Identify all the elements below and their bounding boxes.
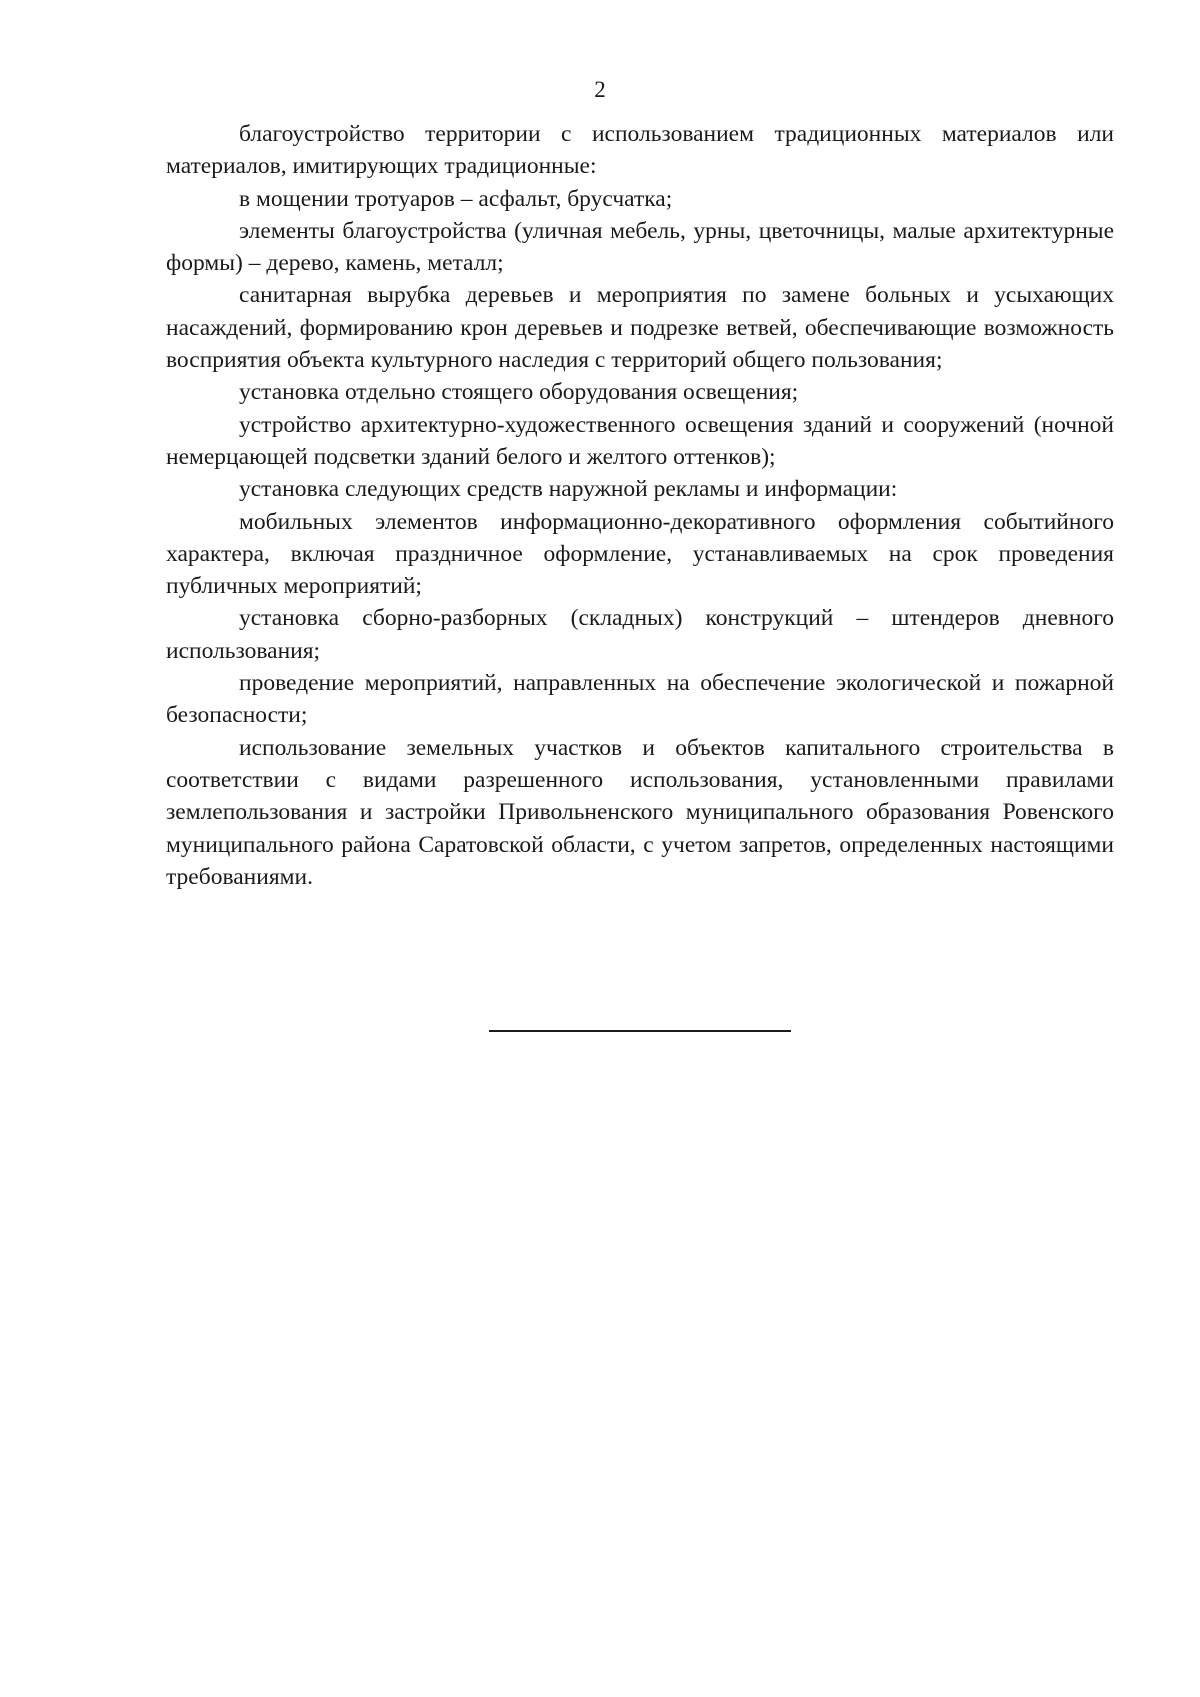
- paragraph-landscaping: благоустройство территории с использованием традиционных материалов или материалов, имитирующих традиционные:: [166, 121, 1114, 180]
- paragraph-lighting-equipment: установка отдельно стоящего оборудования освещения;: [239, 379, 799, 406]
- paragraph-land-use: использование земельных участков и объектов капитального строительства в соответствии с видами разрешенного использования, установленными правилами землепользования и застройки Привольненского муниципального образования Ровенского муниципального района Саратовской области, с учетом запретов, определенных настоящими требованиями.: [166, 734, 1114, 890]
- paragraph-tree-felling: санитарная вырубка деревьев и мероприятия по замене больных и усыхающих насаждений, формированию крон деревьев и подрезке ветвей, обеспечивающие возможность восприятия объекта культурного наследия с территорий общего пользования;: [166, 282, 1114, 374]
- paragraph-paving: в мощении тротуаров – асфальт, брусчатка;: [239, 185, 673, 212]
- end-of-document-rule: [489, 1030, 791, 1032]
- page-number: 2: [594, 77, 606, 102]
- paragraph-landscape-elements: элементы благоустройства (уличная мебель, урны, цветочницы, малые архитектурные формы) – дерево, камень, металл;: [166, 217, 1114, 277]
- paragraph-mobile-elements: мобильных элементов информационно-декоративного оформления событийного характера, включая праздничное оформление, устанавливаемых на срок проведения публичных мероприятий;: [166, 508, 1114, 600]
- paragraph-architectural-lighting: устройство архитектурно-художественного освещения зданий и сооружений (ночной немерцающей подсветки зданий белого и желтого оттенков);: [166, 411, 1114, 470]
- document-body: [166, 118, 1114, 893]
- paragraph-stands: установка сборно-разборных (складных) конструкций – штендеров дневного использования;: [166, 605, 1114, 664]
- paragraph-advertising: установка следующих средств наружной рекламы и информации:: [239, 476, 898, 503]
- paragraph-safety: проведение мероприятий, направленных на обеспечение экологической и пожарной безопасности;: [166, 670, 1114, 729]
